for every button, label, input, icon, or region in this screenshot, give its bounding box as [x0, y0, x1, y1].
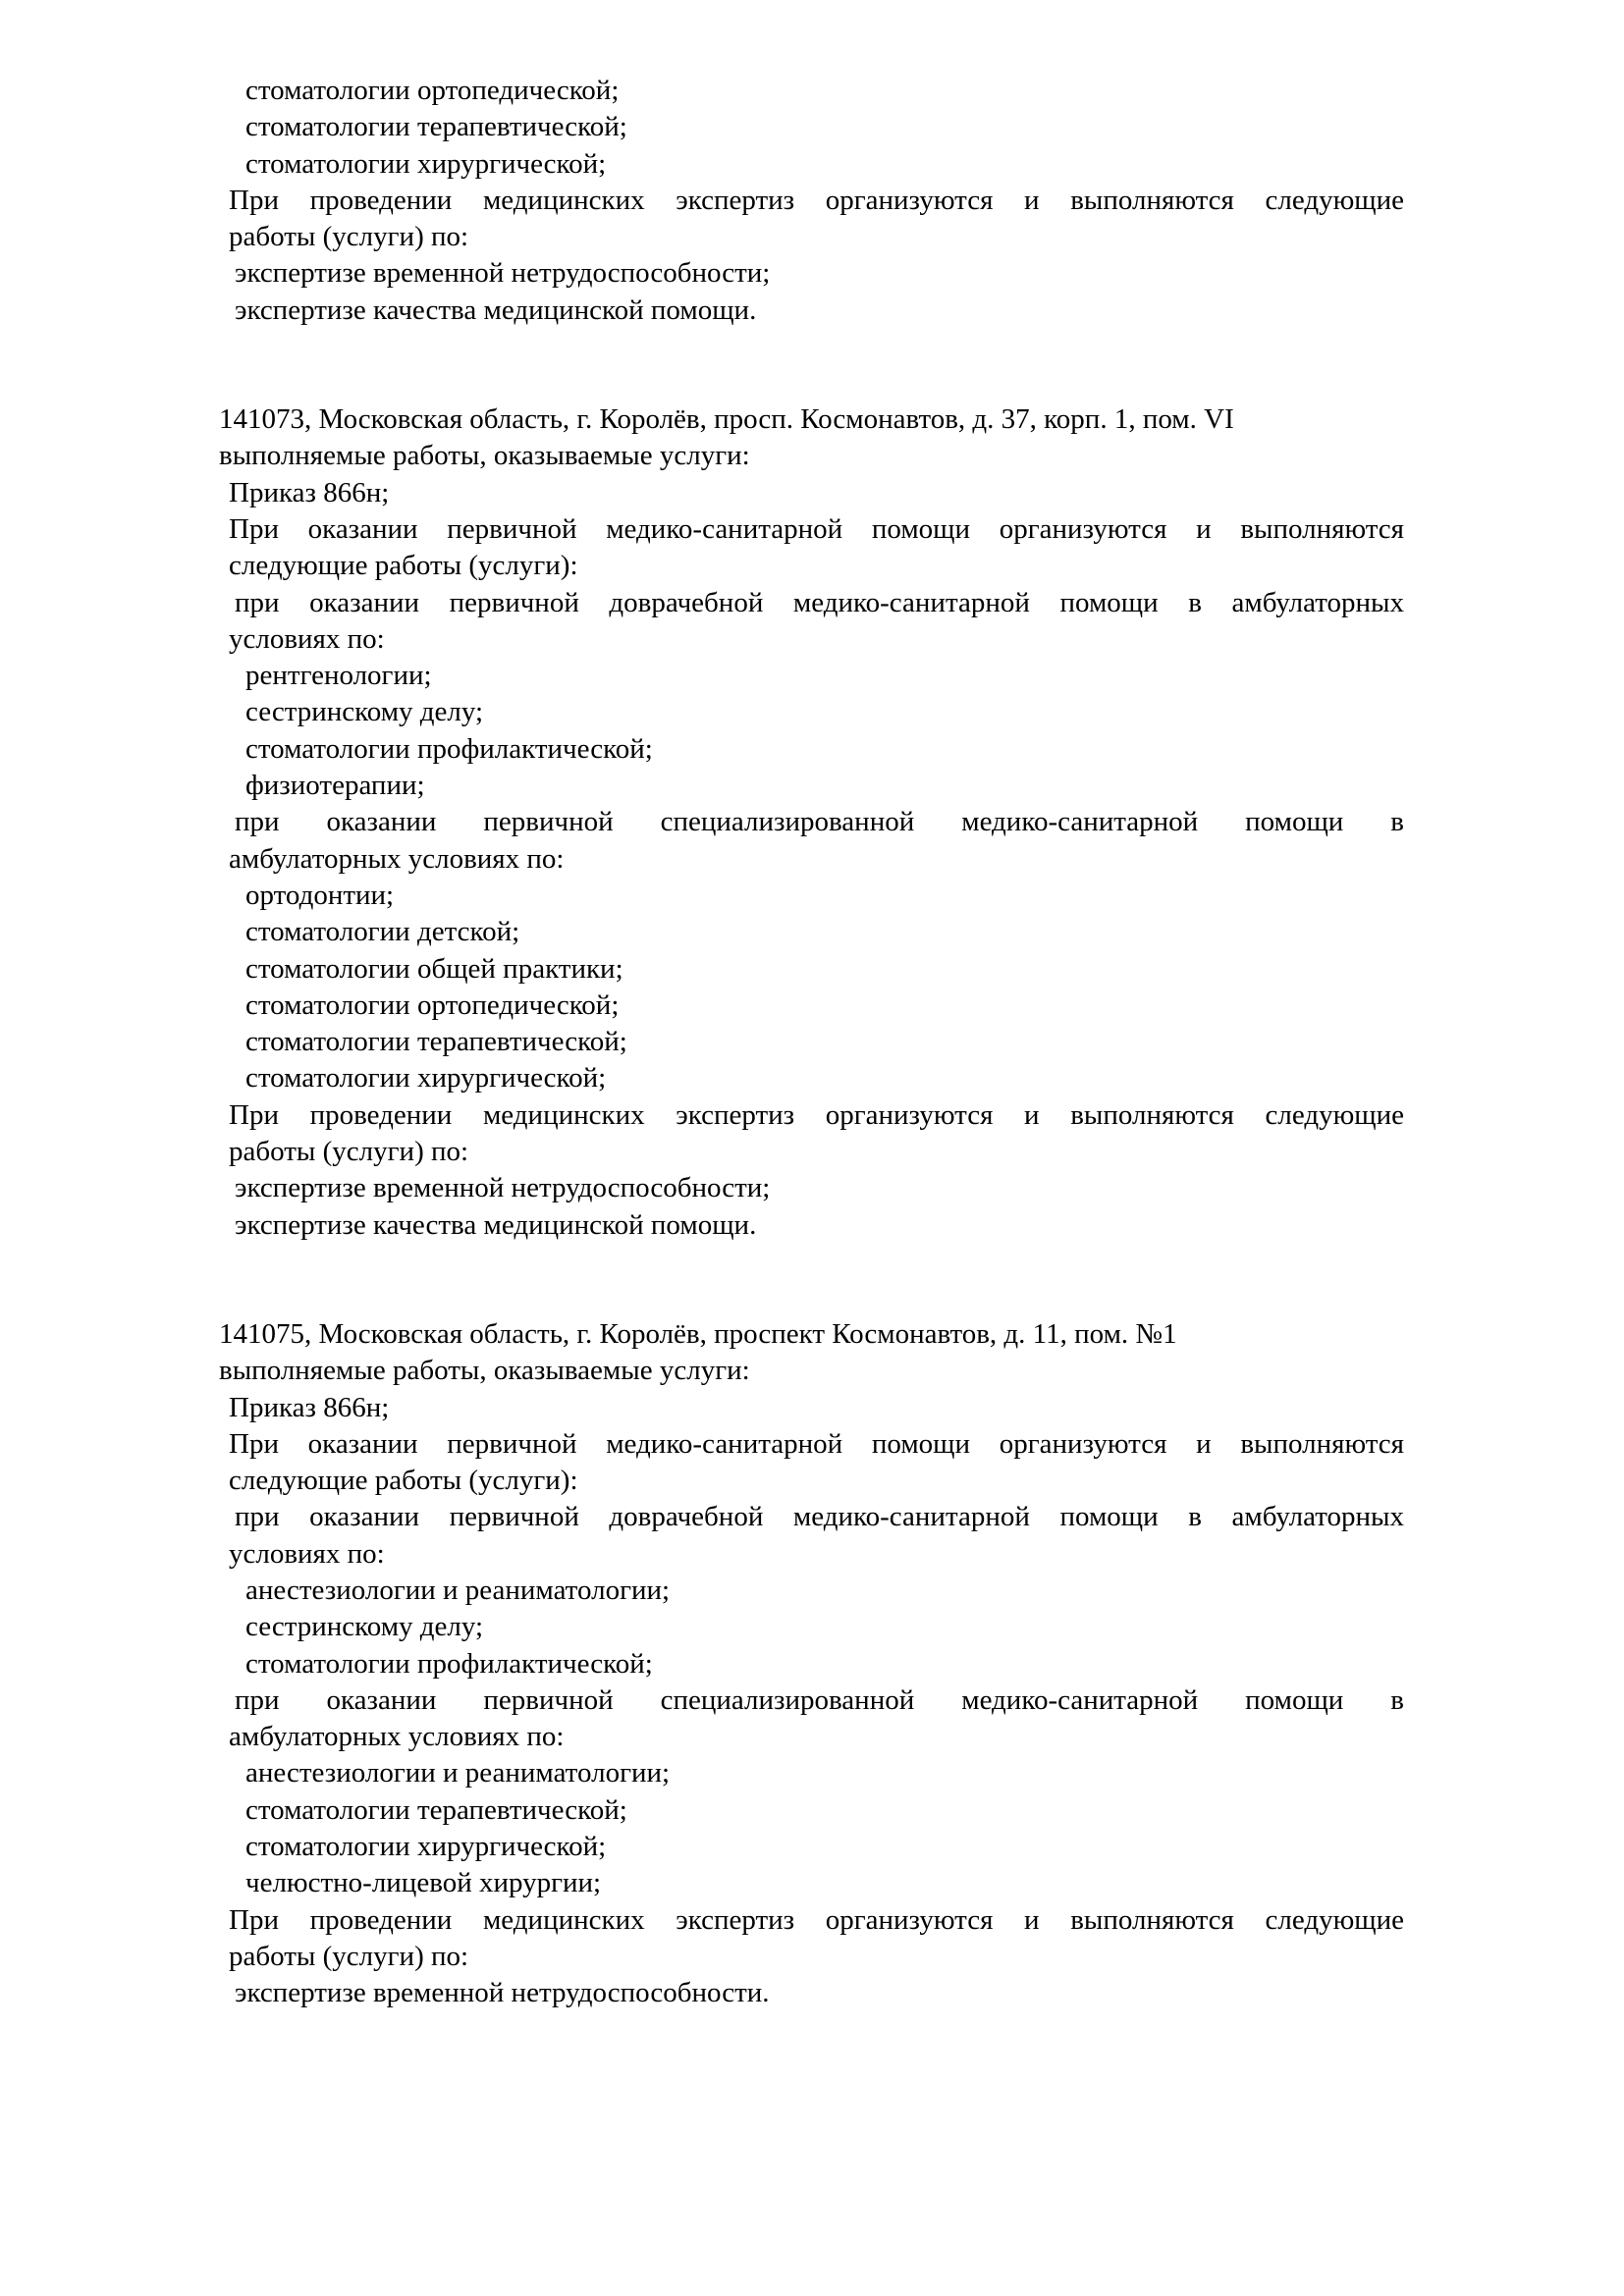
text-line: выполняемые работы, оказываемые услуги:	[219, 1355, 750, 1387]
text-line: стоматологии ортопедической;	[245, 988, 620, 1021]
text-line: работы (услуги) по:	[229, 1136, 469, 1168]
text-line: стоматологии общей практики;	[245, 952, 623, 985]
text-line: При оказании первичной медико-санитарной помощи организуются и выполняются	[229, 1427, 1404, 1460]
text-line: экспертизе качества медицинской помощи.	[235, 294, 757, 326]
text-line: стоматологии хирургической;	[245, 1831, 607, 1863]
text-line: следующие работы (услуги):	[229, 1465, 578, 1497]
text-line: работы (услуги) по:	[229, 1940, 469, 1972]
text-line: При проведении медицинских экспертиз организуются и выполняются следующие	[229, 1098, 1404, 1131]
text-line: При проведении медицинских экспертиз организуются и выполняются следующие	[229, 184, 1404, 216]
text-line: экспертизе временной нетрудоспособности.	[235, 1977, 770, 2009]
text-line: стоматологии детской;	[245, 916, 520, 948]
text-line: при оказании первичной специализированной медико-санитарной помощи в	[235, 806, 1404, 838]
text-line: челюстно-лицевой хирургии;	[245, 1867, 602, 1899]
text-line: стоматологии профилактической;	[245, 732, 653, 765]
text-line: ортодонтии;	[245, 879, 395, 911]
text-line: стоматологии терапевтической;	[245, 1026, 627, 1058]
text-line: экспертизе качества медицинской помощи.	[235, 1208, 757, 1241]
text-line: рентгенологии;	[245, 660, 432, 692]
address-141073-block	[219, 401, 1404, 1244]
text-line: При проведении медицинских экспертиз организуются и выполняются следующие	[229, 1903, 1404, 1936]
text-line: стоматологии ортопедической;	[245, 75, 620, 106]
text-line: сестринскому делу;	[245, 696, 484, 728]
text-line: при оказании первичной специализированной медико-санитарной помощи в	[235, 1683, 1404, 1716]
text-line: анестезиологии и реаниматологии;	[245, 1574, 671, 1606]
text-line: условиях по:	[229, 1537, 385, 1570]
text-line: 141073, Московская область, г. Королёв, просп. Космонавтов, д. 37, корп. 1, пом. VI	[219, 403, 1234, 436]
text-line: анестезиологии и реаниматологии;	[245, 1757, 671, 1789]
text-line: при оказании первичной доврачебной медико-санитарной помощи в амбулаторных	[235, 1501, 1404, 1533]
text-line: амбулаторных условиях по:	[229, 842, 565, 875]
text-line: следующие работы (услуги):	[229, 550, 578, 582]
text-line: стоматологии терапевтической;	[245, 1793, 627, 1826]
text-line: физиотерапии;	[245, 770, 425, 802]
services-continuation-block	[219, 73, 1404, 329]
text-line: При оказании первичной медико-санитарной помощи организуются и выполняются	[229, 512, 1404, 545]
text-line: стоматологии хирургической;	[245, 147, 607, 180]
text-line: стоматологии терапевтической;	[245, 111, 627, 143]
text-line: при оказании первичной доврачебной медико-санитарной помощи в амбулаторных	[235, 586, 1404, 618]
text-line: стоматологии профилактической;	[245, 1647, 653, 1680]
text-line: работы (услуги) по:	[229, 221, 469, 253]
text-line: экспертизе временной нетрудоспособности;	[235, 1172, 771, 1204]
text-line: сестринскому делу;	[245, 1611, 484, 1643]
text-line: Приказ 866н;	[229, 476, 390, 508]
text-line: Приказ 866н;	[229, 1391, 390, 1423]
text-line: 141075, Московская область, г. Королёв, проспект Космонавтов, д. 11, пом. №1	[219, 1317, 1177, 1350]
text-line: экспертизе временной нетрудоспособности;	[235, 257, 771, 290]
text-line: выполняемые работы, оказываемые услуги:	[219, 440, 750, 472]
text-line: условиях по:	[229, 622, 385, 655]
address-141075-block	[219, 1316, 1404, 2012]
text-line: амбулаторных условиях по:	[229, 1721, 565, 1753]
text-line: стоматологии хирургической;	[245, 1062, 607, 1095]
